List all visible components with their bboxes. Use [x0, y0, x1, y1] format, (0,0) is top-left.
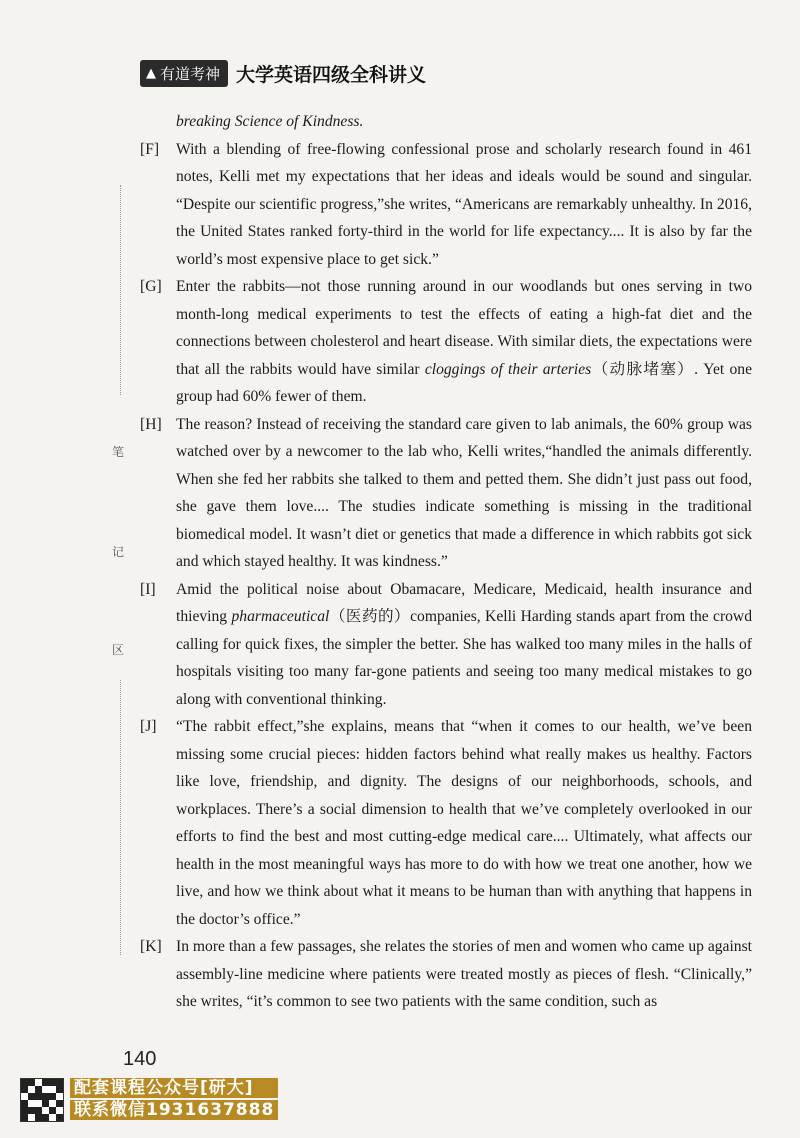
paragraph-tag: [I]	[140, 580, 156, 598]
paragraph-tag: [J]	[140, 718, 157, 735]
paragraph-tag: [K]	[140, 938, 162, 955]
italic-term: cloggings of their arteries	[424, 360, 592, 378]
paragraph-tag: [H]	[140, 415, 162, 433]
text-segment: Amid the political noise about Obamacare, Medicare, Medicaid, health insurance and thieving	[176, 580, 752, 625]
paragraph-tag: [G]	[140, 278, 162, 295]
margin-dotted-line	[120, 185, 121, 395]
article-body	[140, 108, 752, 1016]
paragraph-j	[140, 713, 752, 933]
paragraph-text	[176, 576, 752, 714]
promo-footer	[20, 1078, 278, 1122]
page-number: 140	[123, 1048, 157, 1070]
paragraph-tag: [F]	[140, 140, 160, 158]
qr-code-icon	[20, 1078, 64, 1122]
paragraph-text: The reason? Instead of receiving the standard care given to lab animals, the 60% group was watched over by a newcomer to the lab who, Kelli writes,“handled the animals differently. When she fed her rabbits she talked to them and petted them. She didn’t just pass out food, she gave them love.... The studies indicate something is missing in the traditional biomedical model. It wasn’t diet or genetics that made a difference in which rabbits got sick and which stayed healthy. It was kindness.”	[176, 415, 752, 570]
logo-text: 有道考神	[160, 65, 221, 83]
margin-dotted-line	[120, 680, 121, 955]
side-note-char: 记	[112, 545, 125, 559]
brand-logo	[140, 60, 228, 87]
paragraph-h	[140, 411, 752, 576]
text-segment: Enter the rabbits—not those running around in our woodlands but ones serving in two month-long medical experiments to test the effects of eating a high-fat diet and the connections between cholesterol and heart disease. With similar diets, the expectations were that all the rabbits would have similar	[176, 278, 752, 378]
paragraph-text: With a blending of free-flowing confessional prose and scholarly research found in 461 notes, Kelli met my expectations that her ideas and ideals would be sound and singular. “Despite our scientific progress,”she writes, “Americans are remarkably unhealthy. In 2016, the United States ranked forty-third in the world for life expectancy.... It is also by far the world’s most expensive place to get sick.”	[176, 140, 752, 268]
intro-line: breaking Science of Kindness.	[176, 113, 364, 130]
paragraph-i	[140, 576, 752, 714]
paragraph-f	[140, 136, 752, 274]
promo-line-2: 联系微信1931637888	[70, 1100, 278, 1120]
paragraph-text: “The rabbit effect,”she explains, means that “when it comes to our health, we’ve been missing some crucial pieces: hidden factors behind what really makes us healthy. Factors like love, friendship, and dignity. The designs of our neighborhoods, schools, and workplaces. There’s a social dimension to health that we’ve completely overlooked in our efforts to find the best and most cutting-edge medical care.... Ultimately, what affects our health in the most meaningful ways has more to do with how we treat one another, how we live, and how we think about what it means to be human than with anything that happens in the doctor’s office.”	[176, 718, 752, 928]
italic-term: pharmaceutical	[231, 608, 330, 625]
paragraph-text	[176, 273, 752, 411]
page-header	[140, 60, 426, 87]
side-note-char: 区	[112, 643, 125, 657]
logo-mark-icon: ▲	[146, 66, 156, 81]
text-segment: （动脉堵塞）. Yet one group had 60% fewer of them.	[176, 360, 752, 405]
promo-text	[70, 1078, 278, 1120]
book-title: 大学英语四级全科讲义	[236, 64, 427, 86]
side-note-char: 笔	[112, 445, 125, 459]
paragraph-g	[140, 273, 752, 411]
paragraph-text: In more than a few passages, she relates the stories of men and women who came up against assembly-line medicine where patients were treated mostly as pieces of flesh. “Clinically,” she writes, “it’s common to see two patients with the same condition, such as	[176, 938, 752, 1010]
text-segment: （医药的）companies, Kelli Harding stands apart from the crowd calling for quick fixes, the simpler the better. She has walked too many miles in the halls of hospitals visiting too many far-gone patients and seeing too many medical mistakes to go along with conventional thinking.	[176, 608, 752, 708]
paragraph-k	[140, 933, 752, 1016]
promo-line-1: 配套课程公众号[研大]	[70, 1078, 278, 1098]
